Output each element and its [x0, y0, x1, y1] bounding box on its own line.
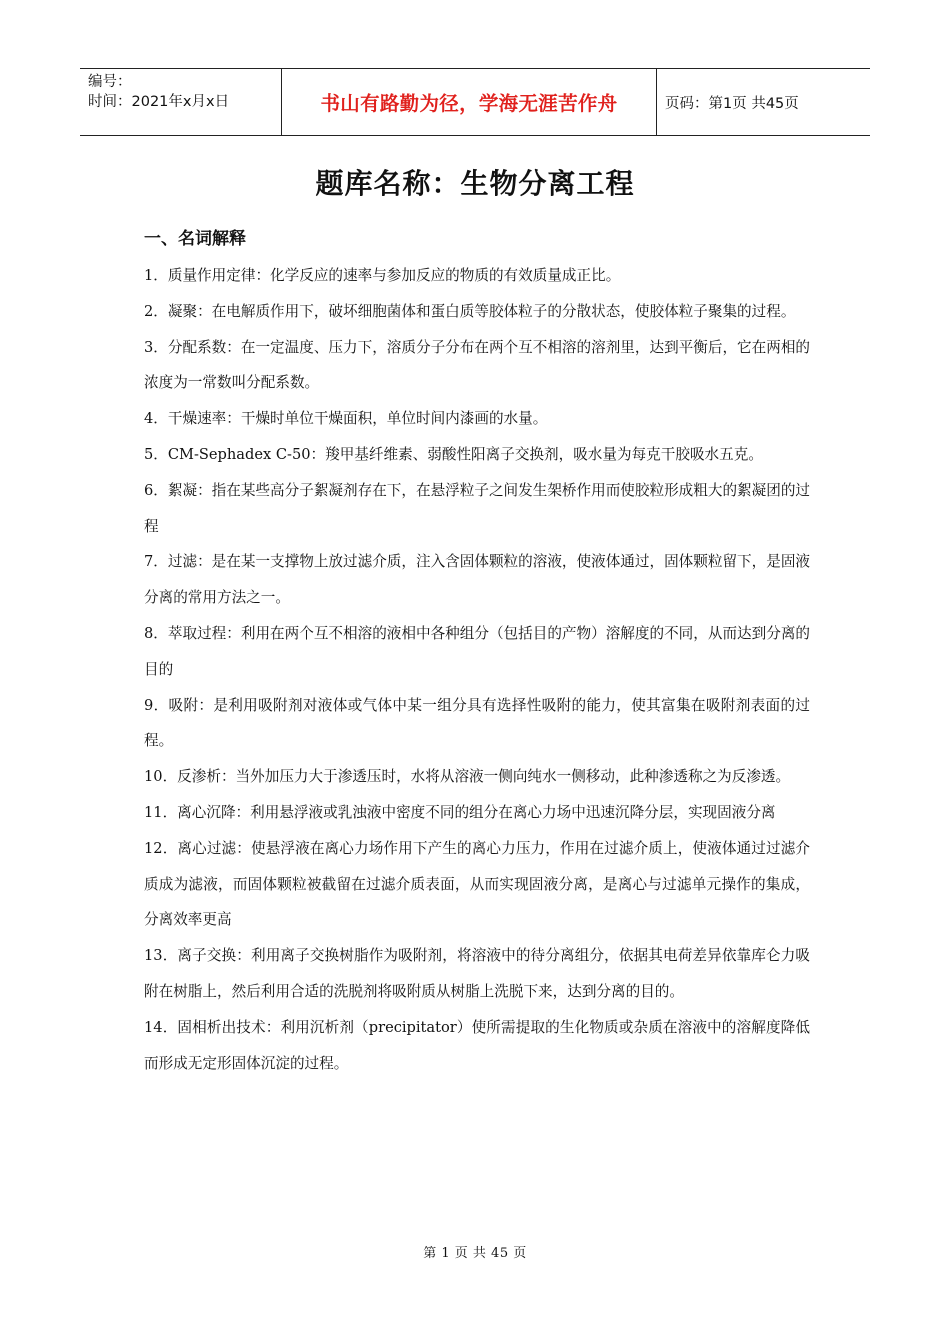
definition-item: 12．离心过滤：使悬浮液在离心力场作用下产生的离心力压力，作用在过滤介质上，使液体通过过滤介质成为滤液，而固体颗粒被截留在过滤介质表面，从而实现固液分离，是离心与过滤单元操作的集成，分离效率更高	[144, 839, 810, 929]
definition-item: 9．吸附：是利用吸附剂对液体或气体中某一组分具有选择性吸附的能力，使其富集在吸附剂表面的过程。	[144, 696, 810, 750]
page-footer: 第 1 页 共 45 页	[423, 1246, 527, 1261]
definition-item: 1．质量作用定律：化学反应的速率与参加反应的物质的有效质量成正比。	[144, 267, 621, 284]
page-header	[80, 68, 870, 136]
header-meta	[80, 69, 282, 135]
definition-item: 13．离子交换：利用离子交换树脂作为吸附剂，将溶液中的待分离组分，依据其电荷差异依靠库仑力吸附在树脂上，然后利用合适的洗脱剂将吸附质从树脂上洗脱下来，达到分离的目的。	[144, 947, 810, 1000]
section-heading: 一、名词解释	[144, 229, 246, 249]
definition-item: 6．絮凝：指在某些高分子絮凝剂存在下，在悬浮粒子之间发生架桥作用而使胶粒形成粗大的絮凝团的过程	[144, 481, 811, 535]
definition-item: 10．反渗析：当外加压力大于渗透压时，水将从溶液一侧向纯水一侧移动，此种渗透称之为反渗透。	[144, 768, 791, 786]
definition-item: 14．固相析出技术：利用沉析剂（precipitator）使所需提取的生化物质或杂质在溶液中的溶解度降低而形成无定形固体沉淀的过程。	[144, 1018, 810, 1072]
definition-item: 5．CM-Sephadex C-50：羧甲基纤维素、弱酸性阳离子交换剂，吸水量为每克干胶吸水五克。	[144, 445, 763, 463]
header-page-info: 页码：第1页 共45页	[665, 95, 799, 112]
definition-item: 11．离心沉降：利用悬浮液或乳浊液中密度不同的组分在离心力场中迅速沉降分层，实现固液分离	[144, 803, 776, 821]
document-title: 题库名称：生物分离工程	[315, 167, 635, 200]
date-label: 时间：2021年x月x日	[88, 94, 230, 110]
definition-item: 7．过滤：是在某一支撑物上放过滤介质，注入含固体颗粒的溶液，使液体通过，固体颗粒留下，是固液分离的常用方法之一。	[144, 553, 811, 607]
definition-item: 4．干燥速率：干燥时单位干燥面积，单位时间内漆画的水量。	[144, 410, 548, 428]
definition-item: 2．凝聚：在电解质作用下，破坏细胞菌体和蛋白质等胶体粒子的分散状态，使胶体粒子聚集的过程。	[144, 302, 796, 320]
header-motto: 书山有路勤为径，学海无涯苦作舟	[282, 69, 657, 135]
definitions-list	[144, 258, 810, 1081]
definition-item: 8．萃取过程：利用在两个互不相溶的液相中各种组分（包括目的产物）溶解度的不同，从而达到分离的目的	[144, 624, 811, 678]
definition-item: 3．分配系数：在一定温度、压力下，溶质分子分布在两个互不相溶的溶剂里，达到平衡后，它在两相的浓度为一常数叫分配系数。	[144, 338, 811, 392]
serial-number-label: 编号：	[88, 74, 132, 90]
